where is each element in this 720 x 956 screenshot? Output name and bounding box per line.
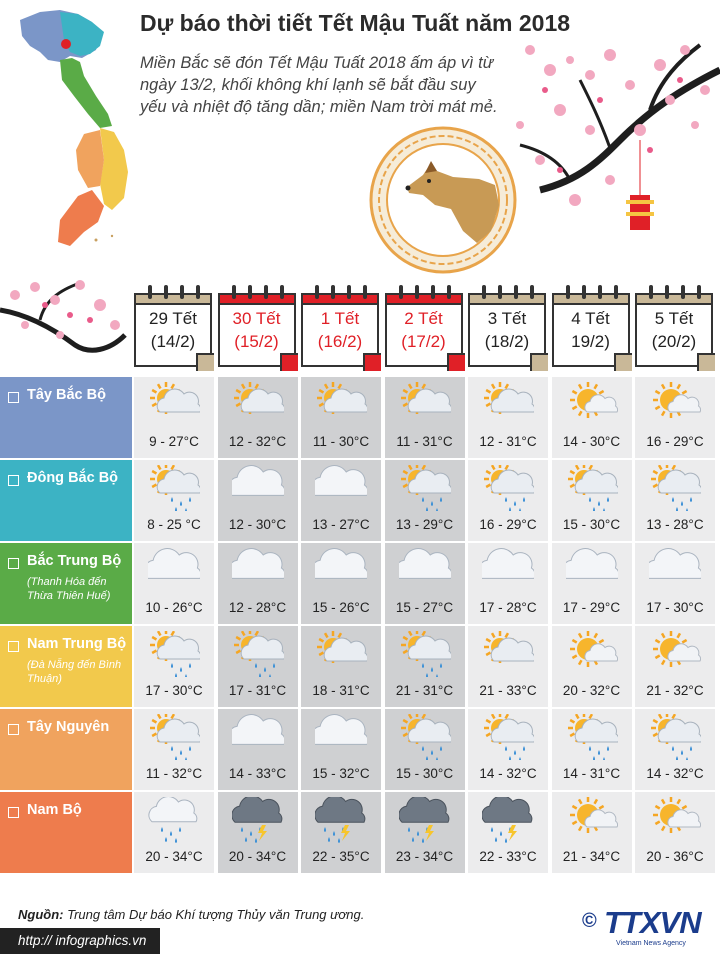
header xyxy=(0,0,720,285)
temperature-range: 18 - 31°C xyxy=(312,683,370,698)
forecast-cell xyxy=(385,709,465,790)
footer xyxy=(0,900,720,956)
temperature-range: 23 - 34°C xyxy=(395,849,454,864)
checkbox-icon xyxy=(8,724,19,735)
temperature-range: 14 - 33°C xyxy=(228,766,287,781)
forecast-cell xyxy=(385,377,465,458)
temperature-range: 15 - 32°C xyxy=(312,766,370,781)
blossom-branch-icon xyxy=(500,30,720,240)
region-row xyxy=(0,626,720,709)
sun-small-cloud-icon xyxy=(649,797,701,843)
temperature-range: 21 - 32°C xyxy=(646,683,704,698)
region-row xyxy=(0,460,720,543)
sun-cloud-icon xyxy=(315,631,367,677)
region-row xyxy=(0,377,720,460)
temperature-range: 21 - 34°C xyxy=(562,849,621,864)
sun-cloud-rain-icon xyxy=(148,631,200,677)
forecast-cell xyxy=(552,460,632,541)
temperature-range: 17 - 30°C xyxy=(145,683,203,698)
temperature-range: 12 - 31°C xyxy=(479,434,537,449)
region-label-cell xyxy=(0,377,132,458)
forecast-cell xyxy=(468,792,548,873)
region-subtitle: (Đà Nẵng đến Bình Thuận) xyxy=(27,659,122,685)
temperature-range: 13 - 29°C xyxy=(395,517,454,532)
sun-cloud-rain-icon xyxy=(399,631,451,677)
forecast-cell xyxy=(218,626,298,707)
sun-cloud-rain-icon xyxy=(399,465,451,511)
region-label-cell xyxy=(0,709,132,790)
forecast-cell xyxy=(635,543,715,624)
temperature-range: 11 - 30°C xyxy=(312,434,370,449)
forecast-cell xyxy=(218,543,298,624)
site-url[interactable]: http:// infographics.vn xyxy=(18,933,147,948)
source-label: Nguồn: xyxy=(18,907,64,922)
blossom-branch-left-icon xyxy=(0,275,134,360)
region-row xyxy=(0,792,720,875)
forecast-cell xyxy=(468,543,548,624)
forecast-cell xyxy=(134,626,214,707)
forecast-cell xyxy=(552,543,632,624)
logo-text: TTXVN xyxy=(604,905,701,940)
cloud-icon xyxy=(649,548,701,594)
cloud-icon xyxy=(566,548,618,594)
sun-cloud-rain-icon xyxy=(399,714,451,760)
temperature-range: 12 - 32°C xyxy=(228,434,287,449)
temperature-range: 11 - 31°C xyxy=(396,434,453,449)
forecast-cell xyxy=(385,626,465,707)
temperature-range: 9 - 27°C xyxy=(149,434,199,449)
checkbox-icon xyxy=(8,641,19,652)
temperature-range: 13 - 27°C xyxy=(312,517,370,532)
forecast-cell xyxy=(552,377,632,458)
temperature-range: 22 - 33°C xyxy=(479,849,537,864)
region-name: Nam Trung Bộ xyxy=(27,636,127,652)
sun-cloud-rain-icon xyxy=(148,714,200,760)
calendar-day-3 xyxy=(385,285,465,371)
temperature-range: 20 - 34°C xyxy=(228,849,287,864)
calendar-day-1 xyxy=(218,285,298,371)
region-label-cell xyxy=(0,460,132,541)
source-text: Trung tâm Dự báo Khí tượng Thủy văn Trung ương. xyxy=(67,907,365,922)
forecast-cell xyxy=(301,460,381,541)
region-label-cell xyxy=(0,792,132,873)
temperature-range: 12 - 28°C xyxy=(228,600,287,615)
region-row xyxy=(0,543,720,626)
forecast-cell xyxy=(468,626,548,707)
temperature-range: 17 - 28°C xyxy=(479,600,537,615)
calendar-date-label: (15/2) xyxy=(234,332,279,351)
source-line xyxy=(18,907,364,922)
sun-cloud-rain-icon xyxy=(566,465,618,511)
sun-small-cloud-icon xyxy=(649,631,701,677)
forecast-cell xyxy=(134,709,214,790)
intro-text: Miền Bắc sẽ đón Tết Mậu Tuất 2018 ấm áp vì từ ngày 13/2, khối không khí lạnh sẽ bắt đầu suy yếu và nhiệt độ tăng dần; miền Nam trời mát mẻ. xyxy=(140,54,498,116)
calendar-day-2 xyxy=(301,285,381,371)
calendar-day-5 xyxy=(552,285,632,371)
sun-cloud-icon xyxy=(482,631,534,677)
calendar-day-label: 5 Tết xyxy=(654,309,694,328)
region-name: Đông Bắc Bộ xyxy=(27,470,119,486)
sun-cloud-rain-icon xyxy=(232,631,284,677)
region-subtitle: (Thanh Hóa đến Thừa Thiên Huế) xyxy=(27,576,111,602)
temperature-range: 15 - 26°C xyxy=(312,600,370,615)
calendar-date-label: (20/2) xyxy=(651,332,697,351)
forecast-cell xyxy=(134,460,214,541)
temperature-range: 17 - 31°C xyxy=(228,683,287,698)
region-row xyxy=(0,709,720,792)
sun-cloud-icon xyxy=(148,382,200,428)
sun-small-cloud-icon xyxy=(649,382,701,428)
forecast-cell xyxy=(385,543,465,624)
forecast-cell xyxy=(635,626,715,707)
region-name: Nam Bộ xyxy=(27,802,82,818)
calendar-date-label: 19/2) xyxy=(571,332,610,351)
forecast-cell xyxy=(218,792,298,873)
cloud-rain-icon xyxy=(148,797,200,843)
calendar-day-4 xyxy=(468,285,548,371)
sun-cloud-rain-icon xyxy=(482,714,534,760)
cloud-icon xyxy=(399,548,451,594)
region-label-cell xyxy=(0,626,132,707)
forecast-cell xyxy=(468,377,548,458)
forecast-cell xyxy=(552,626,632,707)
sun-cloud-icon xyxy=(315,382,367,428)
temperature-range: 14 - 31°C xyxy=(562,766,621,781)
calendar-date-label: (18/2) xyxy=(484,332,530,351)
forecast-cell xyxy=(385,792,465,873)
forecast-cell xyxy=(134,543,214,624)
forecast-cell xyxy=(468,460,548,541)
temperature-range: 20 - 32°C xyxy=(562,683,621,698)
calendar-header-row xyxy=(134,285,720,375)
url-bar xyxy=(0,928,160,954)
temperature-range: 15 - 30°C xyxy=(562,517,621,532)
temperature-range: 21 - 33°C xyxy=(479,683,537,698)
forecast-cell xyxy=(552,792,632,873)
temperature-range: 17 - 29°C xyxy=(562,600,621,615)
temperature-range: 20 - 34°C xyxy=(145,849,203,864)
cloud-icon xyxy=(315,714,367,760)
region-name: Tây Nguyên xyxy=(27,719,110,735)
calendar-date-label: (17/2) xyxy=(401,332,446,351)
page-title: Dự báo thời tiết Tết Mậu Tuất năm 2018 xyxy=(140,10,571,36)
temperature-range: 17 - 30°C xyxy=(646,600,704,615)
forecast-cell xyxy=(134,792,214,873)
calendar-day-label: 30 Tết xyxy=(232,309,281,328)
ttxvn-logo xyxy=(582,905,712,953)
logo-subtitle: Vietnam News Agency xyxy=(616,940,686,947)
calendar-day-6 xyxy=(635,285,715,371)
forecast-cell xyxy=(552,709,632,790)
temperature-range: 16 - 29°C xyxy=(479,517,537,532)
temperature-range: 14 - 30°C xyxy=(562,434,621,449)
temperature-range: 8 - 25 °C xyxy=(147,517,201,532)
dog-medallion-icon xyxy=(367,125,519,275)
temperature-range: 15 - 30°C xyxy=(395,766,454,781)
calendar-day-label: 3 Tết xyxy=(487,309,527,328)
cloud-icon xyxy=(315,465,367,511)
sun-cloud-icon xyxy=(399,382,451,428)
forecast-cell xyxy=(134,377,214,458)
temperature-range: 15 - 27°C xyxy=(395,600,454,615)
forecast-cell xyxy=(301,543,381,624)
forecast-cell xyxy=(635,709,715,790)
calendar-date-label: (16/2) xyxy=(317,332,363,351)
forecast-cell xyxy=(218,377,298,458)
cloud-icon xyxy=(232,465,284,511)
forecast-cell xyxy=(301,626,381,707)
temperature-range: 10 - 26°C xyxy=(145,600,203,615)
temperature-range: 14 - 32°C xyxy=(479,766,537,781)
cloud-icon xyxy=(232,714,284,760)
forecast-cell xyxy=(468,709,548,790)
temperature-range: 21 - 31°C xyxy=(395,683,454,698)
calendar-day-label: 2 Tết xyxy=(404,309,443,328)
cloud-icon xyxy=(315,548,367,594)
sun-cloud-icon xyxy=(482,382,534,428)
forecast-table xyxy=(0,377,720,875)
calendar-day-0 xyxy=(134,285,214,371)
storm-cloud-icon xyxy=(232,797,284,843)
checkbox-icon xyxy=(8,392,19,403)
sun-small-cloud-icon xyxy=(566,382,618,428)
calendar-date-label: (14/2) xyxy=(150,332,196,351)
storm-cloud-icon xyxy=(482,797,534,843)
temperature-range: 11 - 32°C xyxy=(145,766,203,781)
temperature-range: 12 - 30°C xyxy=(228,517,287,532)
cloud-icon xyxy=(482,548,534,594)
checkbox-icon xyxy=(8,475,19,486)
temperature-range: 13 - 28°C xyxy=(646,517,704,532)
forecast-cell xyxy=(301,709,381,790)
checkbox-icon xyxy=(8,807,19,818)
forecast-cell xyxy=(385,460,465,541)
copyright-symbol: © xyxy=(582,910,597,932)
region-label-cell xyxy=(0,543,132,624)
temperature-range: 14 - 32°C xyxy=(646,766,704,781)
sun-small-cloud-icon xyxy=(566,631,618,677)
region-name: Bắc Trung Bộ xyxy=(27,553,122,569)
sun-cloud-rain-icon xyxy=(482,465,534,511)
sun-cloud-rain-icon xyxy=(148,465,200,511)
sun-cloud-rain-icon xyxy=(566,714,618,760)
cloud-icon xyxy=(232,548,284,594)
cloud-icon xyxy=(148,548,200,594)
temperature-range: 16 - 29°C xyxy=(646,434,704,449)
region-name: Tây Bắc Bộ xyxy=(27,387,106,403)
forecast-cell xyxy=(218,709,298,790)
forecast-cell xyxy=(301,792,381,873)
sun-cloud-rain-icon xyxy=(649,714,701,760)
checkbox-icon xyxy=(8,558,19,569)
forecast-cell xyxy=(218,460,298,541)
calendar-day-label: 4 Tết xyxy=(571,309,610,328)
storm-cloud-icon xyxy=(315,797,367,843)
sun-cloud-rain-icon xyxy=(649,465,701,511)
forecast-cell xyxy=(635,460,715,541)
temperature-range: 20 - 36°C xyxy=(646,849,704,864)
calendar-day-label: 29 Tết xyxy=(149,309,197,328)
temperature-range: 22 - 35°C xyxy=(312,849,370,864)
forecast-cell xyxy=(635,792,715,873)
sun-cloud-icon xyxy=(232,382,284,428)
calendar-day-label: 1 Tết xyxy=(320,309,360,328)
storm-cloud-icon xyxy=(399,797,451,843)
sun-small-cloud-icon xyxy=(566,797,618,843)
forecast-cell xyxy=(301,377,381,458)
vietnam-map-icon xyxy=(0,0,135,270)
forecast-cell xyxy=(635,377,715,458)
